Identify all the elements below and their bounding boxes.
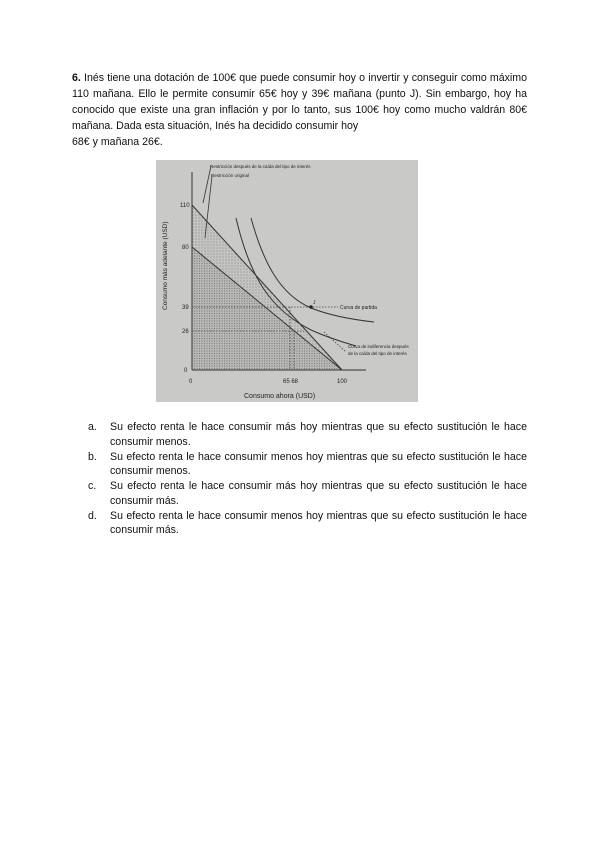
budget-constraint-figure bbox=[156, 160, 418, 402]
option-text: Su efecto renta le hace consumir menos hoy mientras que su efecto sustitución le hace consumir más. bbox=[110, 509, 527, 536]
x-tick-0: 0 bbox=[189, 379, 193, 385]
curva-partida-label: Curva de partida bbox=[340, 305, 377, 311]
option-text: Su efecto renta le hace consumir más hoy mientras que su efecto sustitución le hace consumir más. bbox=[110, 480, 527, 507]
option-b[interactable] bbox=[88, 450, 527, 479]
y-tick-110: 110 bbox=[180, 203, 190, 209]
answer-options bbox=[88, 420, 527, 538]
option-letter: b. bbox=[88, 450, 97, 463]
question-text bbox=[72, 70, 527, 150]
point-j-label: J bbox=[313, 300, 316, 306]
option-letter: c. bbox=[88, 480, 97, 492]
question-body: Inés tiene una dotación de 100€ que puede consumir hoy o invertir y conseguir como máximo 110 mañana. Ello le permite consumir 65€ hoy y 39€ mañana (punto J). Sin embargo, hoy ha conocido que existe una gran inflación y por lo tanto, sus 100€ hoy como mucho valdrán 80€ mañana. Dada esta situación, Inés ha decidido consumir hoy bbox=[72, 72, 527, 132]
question-last-line: 68€ y mañana 26€. bbox=[72, 136, 163, 148]
option-letter: d. bbox=[88, 509, 97, 522]
option-text: Su efecto renta le hace consumir más hoy mientras que su efecto sustitución le hace consumir menos. bbox=[110, 421, 527, 448]
x-tick-100: 100 bbox=[337, 379, 348, 385]
option-letter: a. bbox=[88, 421, 97, 433]
y-tick-80: 80 bbox=[182, 245, 189, 251]
restriction-after-label: Restricción después de la caída del tipo de interés bbox=[210, 164, 311, 169]
y-tick-39: 39 bbox=[182, 305, 189, 311]
option-text: Su efecto renta le hace consumir menos hoy mientras que su efecto sustitución le hace consumir menos. bbox=[110, 450, 527, 477]
x-axis-title: Consumo ahora (USD) bbox=[244, 393, 316, 400]
x-tick-65-68: 65 68 bbox=[283, 379, 299, 385]
curva-nueva-label-1: Curva de indiferencia después bbox=[348, 344, 409, 349]
curva-nueva-label-2: de la caída del tipo de interés bbox=[348, 351, 407, 356]
option-c[interactable] bbox=[88, 479, 527, 508]
y-axis-title: Consumo más adelante (USD) bbox=[162, 221, 169, 310]
figure-svg bbox=[156, 160, 418, 402]
y-tick-0: 0 bbox=[184, 368, 188, 374]
y-tick-26: 26 bbox=[182, 329, 189, 335]
option-d[interactable] bbox=[88, 509, 527, 538]
question-number: 6. bbox=[72, 72, 81, 84]
restriction-original-label: Restricción original bbox=[211, 173, 250, 178]
option-a[interactable] bbox=[88, 420, 527, 449]
